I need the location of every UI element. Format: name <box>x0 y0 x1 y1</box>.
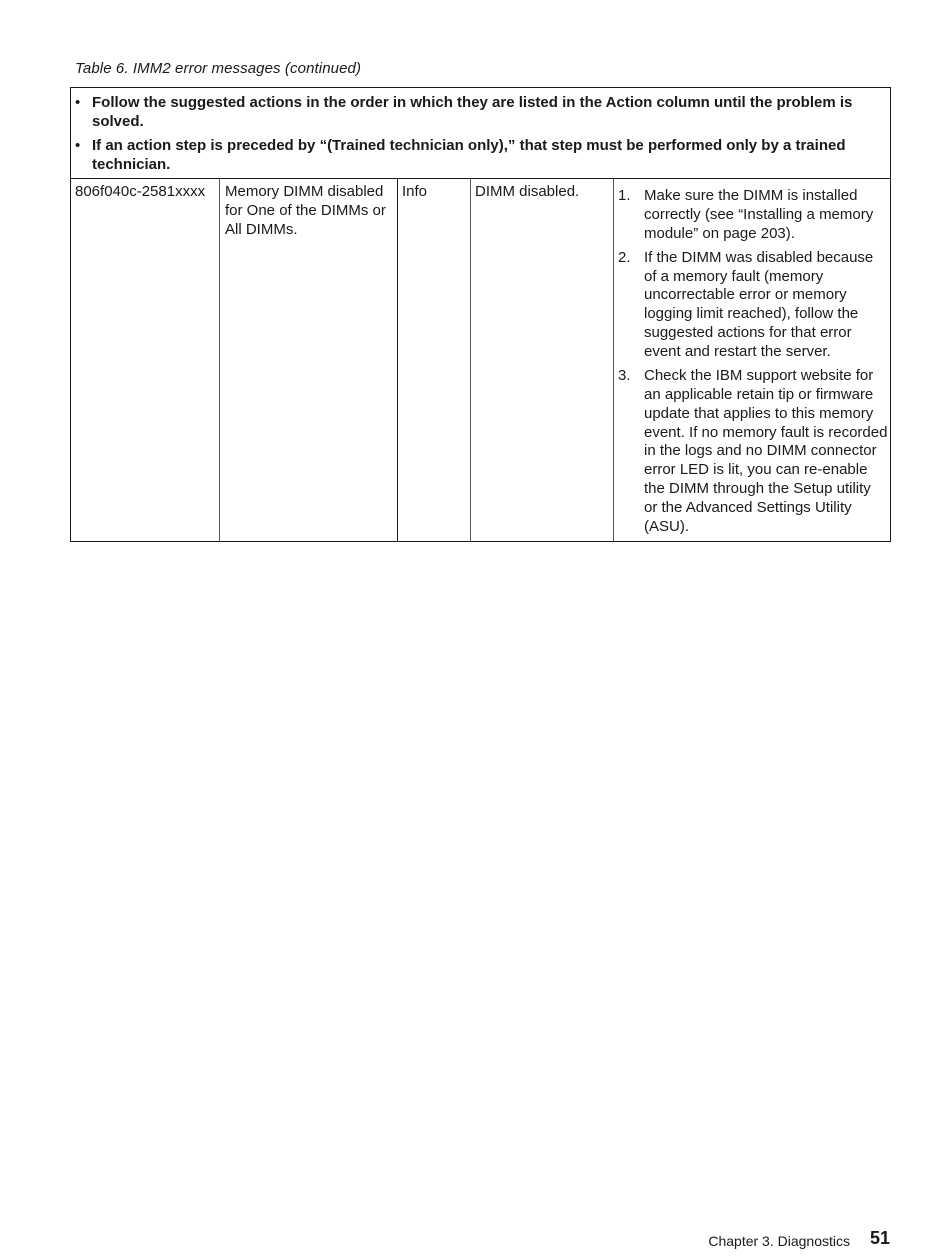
table-notes <box>71 88 890 179</box>
action-step <box>618 367 888 536</box>
action-list <box>618 187 888 542</box>
column-divider <box>219 179 220 541</box>
step-text: Check the IBM support website for an applicable retain tip or firmware update that applies to this memory event. If no memory fault is recorded in the logs and no DIMM connector error LED is lit, you can re-enable the DIMM through the Setup utility or the Advanced Settings Utility (ASU). <box>644 367 888 535</box>
error-messages-table <box>70 87 891 542</box>
step-number: 2. <box>618 248 631 266</box>
step-text: If the DIMM was disabled because of a memory fault (memory uncorrectable error or memory logging limit reached), follow the suggested actions for that error event and restart the server. <box>644 248 874 360</box>
column-divider <box>470 179 471 541</box>
explanation-cell: DIMM disabled. <box>475 183 580 200</box>
step-text: Make sure the DIMM is installed correctly (see “Installing a memory module” on page 203). <box>644 187 874 242</box>
action-step <box>618 187 888 243</box>
table-caption: Table 6. IMM2 error messages (continued) <box>75 60 362 77</box>
severity-cell: Info <box>402 183 428 200</box>
note-text: If an action step is preceded by “(Trained technician only),” that step must be performed only by a trained technician. <box>92 137 846 173</box>
note-text: Follow the suggested actions in the order in which they are listed in the Action column until the problem is solved. <box>92 94 853 130</box>
footer-chapter: Chapter 3. Diagnostics <box>708 1233 850 1249</box>
event-id-cell: 806f040c-2581xxxx <box>75 183 206 200</box>
message-cell: Memory DIMM disabled for One of the DIMMs or All DIMMs. <box>225 183 386 238</box>
column-divider <box>613 179 614 541</box>
action-step <box>618 249 888 362</box>
page-number: 51 <box>870 1228 891 1248</box>
step-number: 1. <box>618 187 631 204</box>
step-number: 3. <box>618 367 631 385</box>
bullet-icon: • <box>75 94 81 111</box>
bullet-icon: • <box>75 137 81 154</box>
column-divider <box>397 179 398 541</box>
